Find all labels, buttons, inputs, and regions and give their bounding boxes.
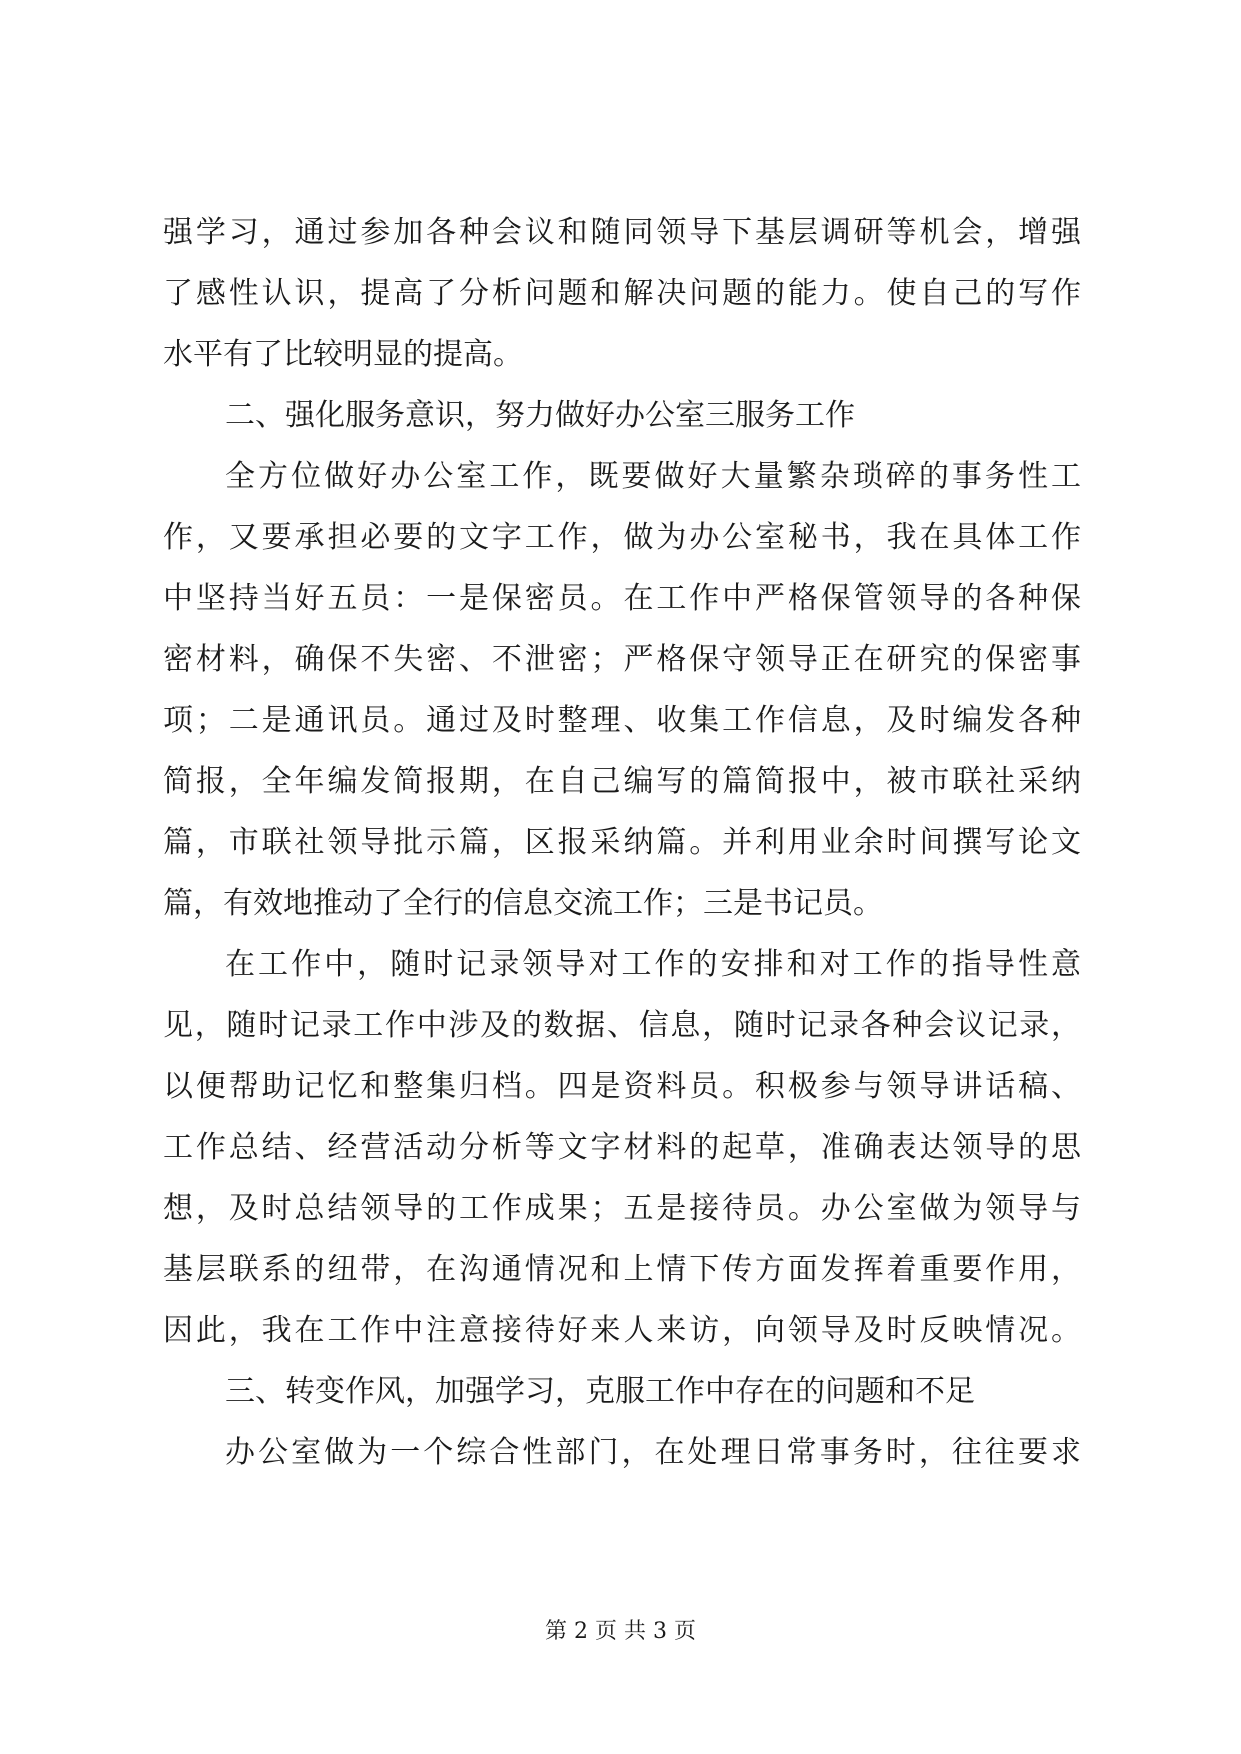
text-line: 水平有了比较明显的提高。	[163, 337, 523, 372]
text-line: 作，又要承担必要的文字工作，做为办公室秘书，我在具体工作	[163, 520, 1081, 555]
text-line: 了感性认识，提高了分析问题和解决问题的能力。使自己的写作	[163, 276, 1081, 311]
document-body	[163, 202, 1081, 1483]
text-line: 见，随时记录工作中涉及的数据、信息，随时记录各种会议记录，	[163, 1008, 1081, 1043]
text-line: 密材料，确保不失密、不泄密；严格保守领导正在研究的保密事	[163, 642, 1081, 677]
text-line: 三、转变作风，加强学习，克服工作中存在的问题和不足	[225, 1374, 975, 1409]
text-line: 篇，有效地推动了全行的信息交流工作；三是书记员。	[163, 886, 883, 921]
text-line: 以便帮助记忆和整集归档。四是资料员。积极参与领导讲话稿、	[163, 1069, 1081, 1104]
text-line: 想，及时总结领导的工作成果；五是接待员。办公室做为领导与	[163, 1191, 1081, 1226]
text-line: 篇，市联社领导批示篇，区报采纳篇。并利用业余时间撰写论文	[163, 825, 1081, 860]
text-line: 因此，我在工作中注意接待好来人来访，向领导及时反映情况。	[163, 1313, 1081, 1348]
text-line: 简报，全年编发简报期，在自己编写的篇简报中，被市联社采纳	[163, 764, 1081, 799]
text-line: 工作总结、经营活动分析等文字材料的起草，准确表达领导的思	[163, 1130, 1081, 1165]
text-line: 全方位做好办公室工作，既要做好大量繁杂琐碎的事务性工	[225, 459, 1081, 494]
text-line: 项；二是通讯员。通过及时整理、收集工作信息，及时编发各种	[163, 703, 1081, 738]
text-line: 基层联系的纽带，在沟通情况和上情下传方面发挥着重要作用，	[163, 1252, 1081, 1287]
page-number-footer: 第 2 页 共 3 页	[545, 1619, 696, 1644]
text-line: 二、强化服务意识，努力做好办公室三服务工作	[225, 398, 855, 433]
text-line: 办公室做为一个综合性部门，在处理日常事务时，往往要求	[225, 1435, 1081, 1470]
text-line: 中坚持当好五员：一是保密员。在工作中严格保管领导的各种保	[163, 581, 1081, 616]
text-line: 在工作中，随时记录领导对工作的安排和对工作的指导性意	[225, 947, 1081, 982]
text-line: 强学习，通过参加各种会议和随同领导下基层调研等机会，增强	[163, 215, 1081, 250]
